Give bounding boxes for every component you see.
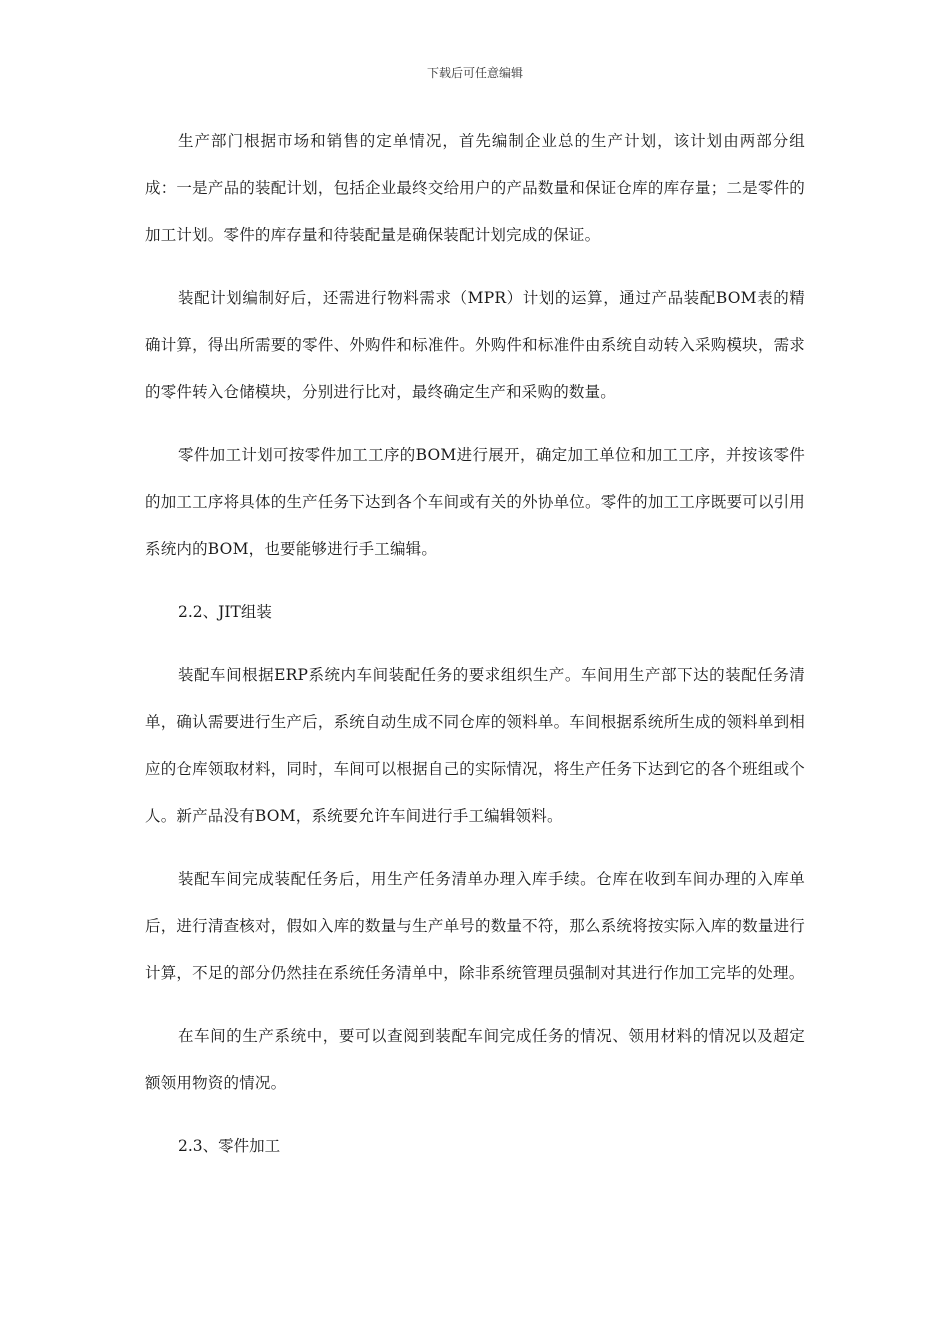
paragraph-production-plan: 生产部门根据市场和销售的定单情况，首先编制企业总的生产计划，该计划由两部分组成：一是产品的装配计划，包括企业最终交给用户的产品数量和保证仓库的库存量；二是零件的加工计划。零件的库存量和待装配量是确保装配计划完成的保证。	[145, 132, 805, 244]
section-heading-jit: 2.2、JIT组装	[178, 603, 272, 621]
page-header: 下载后可任意编辑	[426, 66, 523, 80]
paragraph-assembly-workshop: 装配车间根据ERP系统内车间装配任务的要求组织生产。车间用生产部下达的装配任务清单，确认需要进行生产后，系统自动生成不同仓库的领料单。车间根据系统所生成的领料单到相应的仓库领取材料，同时，车间可以根据自己的实际情况，将生产任务下达到它的各个班组或个人。新产品没有BOM，系统要允许车间进行手工编辑领料。	[145, 666, 805, 825]
paragraph-part-processing-plan: 零件加工计划可按零件加工工序的BOM进行展开，确定加工单位和加工工序，并按该零件的加工工序将具体的生产任务下达到各个车间或有关的外协单位。零件的加工工序既要可以引用系统内的BOM，也要能够进行手工编辑。	[145, 446, 805, 558]
paragraph-mrp: 装配计划编制好后，还需进行物料需求（MPR）计划的运算，通过产品装配BOM表的精确计算，得出所需要的零件、外购件和标准件。外购件和标准件由系统自动转入采购模块，需求的零件转入仓储模块，分别进行比对，最终确定生产和采购的数量。	[145, 289, 805, 401]
paragraph-warehouse-entry: 装配车间完成装配任务后，用生产任务清单办理入库手续。仓库在收到车间办理的入库单后，进行清查核对，假如入库的数量与生产单号的数量不符，那么系统将按实际入库的数量进行计算，不足的部分仍然挂在系统任务清单中，除非系统管理员强制对其进行作加工完毕的处理。	[145, 870, 805, 982]
document-body	[145, 118, 805, 1186]
paragraph-workshop-query: 在车间的生产系统中，要可以查阅到装配车间完成任务的情况、领用材料的情况以及超定额领用物资的情况。	[145, 1027, 805, 1092]
section-heading-part-processing: 2.3、零件加工	[178, 1137, 281, 1155]
